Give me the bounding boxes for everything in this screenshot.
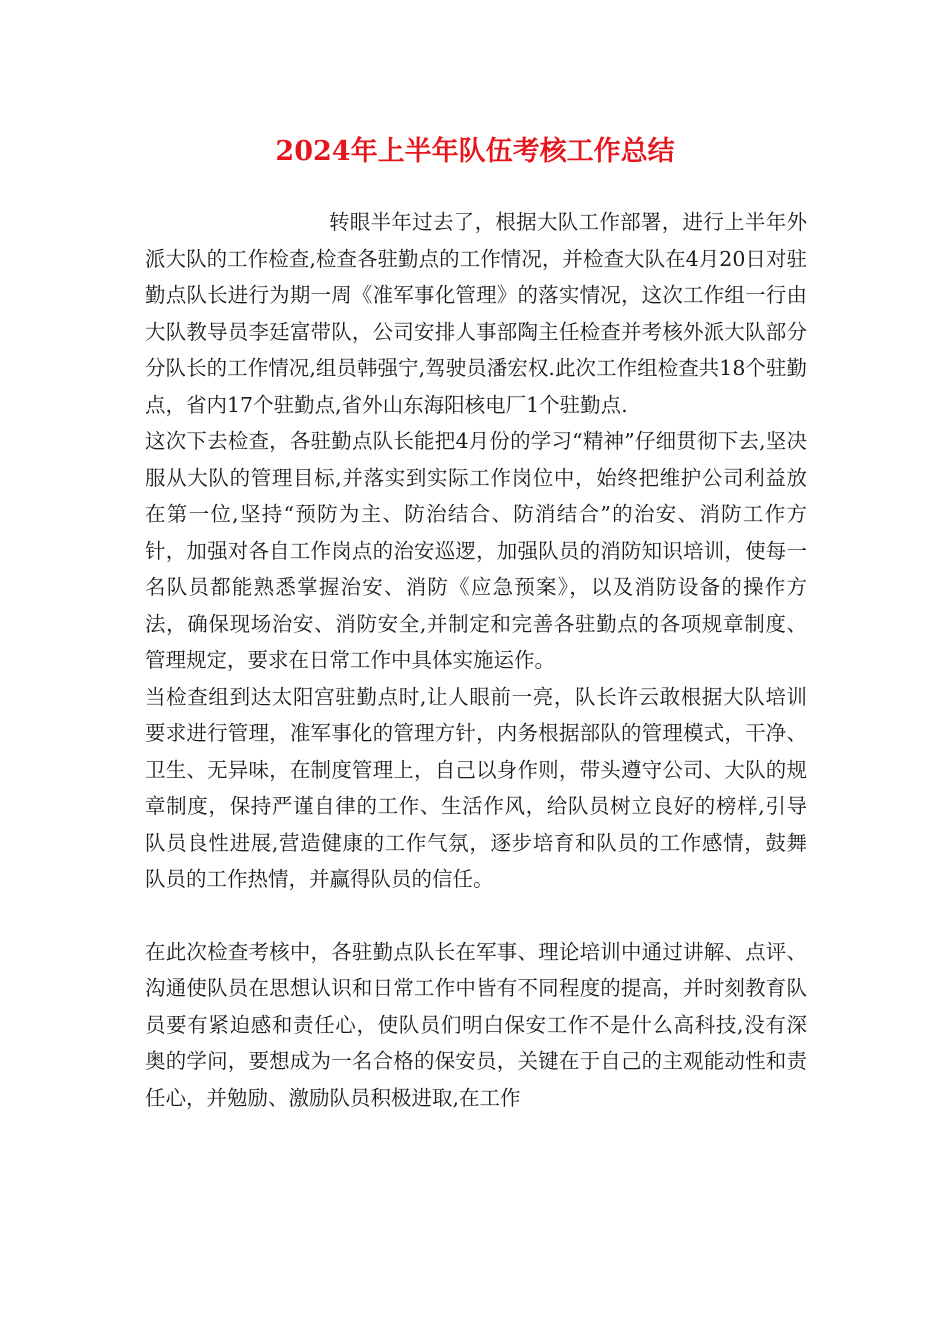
document-body (145, 204, 807, 1116)
paragraph-4: 在此次检查考核中，各驻勤点队长在军事、理论培训中通过讲解、点评、沟通使队员在思想认识和日常工作中皆有不同程度的提高，并时刻教育队员要有紧迫感和责任心，使队员们明白保安工作不是什么高科技,没有深奥的学问，要想成为一名合格的保安员，关键在于自己的主观能动性和责任心，并勉励、激励队员积极进取,在工作 (145, 939, 807, 1110)
paragraph-2: 这次下去检查，各驻勤点队长能把4月份的学习“精神”仔细贯彻下去,坚决服从大队的管理目标,并落实到实际工作岗位中，始终把维护公司利益放在第一位,坚持“预防为主、防治结合、防消结合”的治安、消防工作方针，加强对各自工作岗点的治安巡逻，加强队员的消防知识培训，使每一名队员都能熟悉掌握治安、消防《应急预案》，以及消防设备的操作方法，确保现场治安、消防安全,并制定和完善各驻勤点的各项规章制度、管理规定，要求在日常工作中具体实施运作。 (145, 429, 807, 672)
document-title: 2024年上半年队伍考核工作总结 (275, 136, 675, 167)
paragraph-spacer (145, 898, 807, 934)
paragraph-3: 当检查组到达太阳宫驻勤点时,让人眼前一亮，队长许云敢根据大队培训要求进行管理，准军事化的管理方针，内务根据部队的管理模式，干净、卫生、无异味，在制度管理上，自己以身作则，带头遵守公司、大队的规章制度，保持严谨自律的工作、生活作风，给队员树立良好的榜样,引导队员良性进展,营造健康的工作气氛，逐步培育和队员的工作感情，鼓舞队员的工作热情，并赢得队员的信任。 (145, 684, 807, 891)
paragraph-1: 转眼半年过去了，根据大队工作部署，进行上半年外派大队的工作检查,检查各驻勤点的工作情况，并检查大队在4月20日对驻勤点队长进行为期一周《准军事化管理》的落实情况，这次工作组一行由大队教导员李廷富带队，公司安排人事部陶主任检查并考核外派大队部分分队长的工作情况,组员韩强宁,驾驶员潘宏权.此次工作组检查共18个驻勤点，省内17个驻勤点,省外山东海阳核电厂1个驻勤点. (145, 210, 807, 417)
